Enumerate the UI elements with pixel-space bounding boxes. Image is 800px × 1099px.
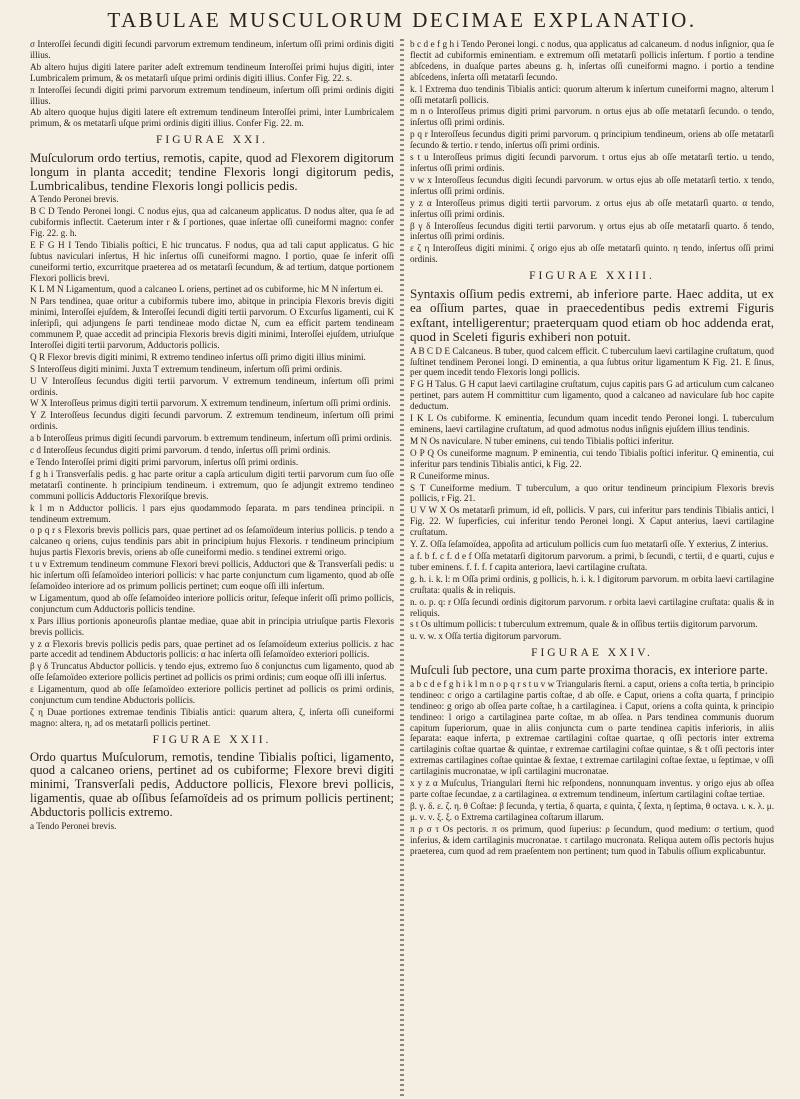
paragraph: x Pars illius portionis aponeuroſis plantae mediae, quae abit in principia utriuſque partis Flexoris brevis pollicis. [30, 615, 394, 637]
paragraph: S Interoſſeus digiti minimi. Juxta T extremum tendineum, inſertum oſſi primi ordinis. [30, 363, 343, 374]
paragraph: s t Os ultimum pollicis: t tuberculum extremum, quale & in oſſibus tertiis digitorum parvorum. [410, 619, 758, 630]
running-head: TABULAE MUSCULORUM DECIMAE EXPLANATIO. [107, 8, 697, 32]
section-intro: Muſculi ſub pectore, una cum parte proxima thoracis, ex interiore parte. [410, 663, 768, 678]
paragraph: v w x Interoſſeus ſecundus digiti ſecundi parvorum. w ortus ejus ab oſſe metatarſi tertio. x tendo, inſertus oſſi primi ordinis. [410, 174, 774, 196]
paragraph: β γ δ Interoſſeus ſecundus digiti tertii parvorum. γ ortus ejus ab oſſe metatarſi quarto. δ tendo, inſertus oſſi primi ordinis. [410, 220, 774, 242]
figure-heading: FIGURAE XXIII. [529, 270, 655, 283]
paragraph: g. h. i. k. l: m Oſſa primi ordinis, g pollicis, h. i. k. l digitorum parvorum. m orbita laevi cartilagine cruſtata: qualis & in reliquis. [410, 573, 774, 595]
left-column [30, 39, 394, 1099]
columns [30, 39, 774, 1099]
paragraph: W X Interoſſeus primus digiti tertii parvorum. X extremum tendineum, inſertum oſſi primi ordinis. [30, 398, 391, 409]
paragraph: ε Ligamentum, quod ab oſſe ſeſamoïdeo exteriore pollicis pertinet ad pollicis os primi ordinis, conjunctum cum tendine Abductoris pollicis. [30, 684, 394, 706]
right-column [410, 39, 774, 1099]
paragraph: O P Q Os cuneiforme magnum. P eminentia, cui tendo Tibialis poſtici inferitur. Q eminentia, cui inferitur pars tendinis Tibialis antici, k Fig. 22. [410, 447, 774, 469]
paragraph: k l m n Adductor pollicis. l pars ejus quodammodo ſeparata. m pars tendinea principii. n tendineum extremum. [30, 502, 394, 524]
paragraph: e Tendo Interoſſei primi digiti primi parvorum, inſertus oſſi primi ordinis. [30, 457, 299, 467]
figure-heading: FIGURAE XXI. [155, 134, 269, 147]
paragraph: n. o. p. q: r Oſſa ſecundi ordinis digitorum parvorum. r orbita laevi cartilagine cruſtata: qualis & in reliquis. [410, 596, 774, 618]
paragraph: y z α Interoſſeus primus digiti tertii parvorum. z ortus ejus ab oſſe metatarſi quarto. α tendo, inſertus oſſi primi ordinis. [410, 197, 774, 219]
paragraph: π Interoſſei ſecundi digiti primi parvorum extremum tendineum, inſertum oſſi primi ordinis digiti illius. [30, 84, 394, 106]
paragraph: E F G H I Tendo Tibialis poſtici, E hic truncatus. F nodus, qua ad tali caput applicatus. G hic ſubtus naviculari inſertus, H hic inſertus oſſi cuneiformi magno. I portio, quae ſe inferit oſſi cuneiformi tertio, excurritque praeterea ad os metatarſi ſecundum, & ad tertium, datque portionem Flexori pollicis brevi. [30, 239, 394, 283]
paragraph: ζ η Duae portiones extremae tendinis Tibialis antici: quarum altera, ζ, inſerta oſſi cuneiformi magno: altera, η, ad os metatarſi pollicis pertinet. [30, 706, 394, 728]
paragraph: U V W X Os metatarſi primum, id eſt, pollicis. V pars, cui inferitur pars tendinis Tibialis antici, l Fig. 22. W ſuperficies, cui inferitur tendo Peronei longi. X Caput anterius, laevi cartilagine cruſtatum. [410, 505, 774, 538]
paragraph: a Tendo Peronei brevis. [30, 820, 117, 831]
paragraph: a b Interoſſeus primus digiti ſecundi parvorum. b extremum tendineum, inſertum oſſi primi ordinis. [30, 433, 392, 444]
paragraph: b c d e f g h i Tendo Peronei longi. c nodus, qua applicatus ad calcaneum. d nodus inſignior, qua ſe flectit ad cubiformis eminentiam. e extremum oſſi metatarſi pollicis inſertum. f portio a tendine abſcedens, in duaſque partes abeuns g. h, inſertas oſſi cuneiformi magno. i portio a tendine abſcedens, inſerta oſſi metatarſi ſecundo. [410, 39, 774, 82]
section-intro: Syntaxis oſſium pedis extremi, ab inferiore parte. Haec addita, ut ex ea oſſium partes, quae in praecedentibus pedis extremi Figuris exſtant, intelligerentur; praeterquam quod etiam ob hoc addenda erat, quod in Sceleti figuris exhiberi non potuit. [410, 286, 774, 345]
paragraph: Y Z Interoſſeus ſecundus digiti ſecundi parvorum. Z extremum tendineum, inſertum oſſi primi ordinis. [30, 410, 394, 432]
paragraph: a b c d e f g h i k l m n o p q r s t u v w Triangularis ſterni. a caput, oriens a coſta tertia, b principio tendineo: c origo a cartilagine partis coſtae, d ab oſſe. e Caput, oriens a coſta quarta, f principio tendineo: g origo ab oſſea parte coſtae, h a cartilaginea. i Caput, oriens a coſta quinta, k principio tendineo: l origo a cartilaginea parte coſtae, m ab oſſea. n Pars tendinea communis duorum capitum ſuperiorum, quae in aliis conjuncta cum o parte tendinea capitis inferioris, in aliis ſeparata: eaque inferta, p extremae cartilagini coſtae quartae, q oſſi pectoris inter extrema cartilaginis coſtae quartae & quintae, r extremae cartilagini coſtae quintae, s & t oſſi pectoris inter extremas cartilagines coſtae quintae & ſextae, t extremae cartilagini coſtae ſextae, u ſeptimae, v oſſi cartilaginis mucronatae, w ipſi cartilagini mucronatae. [410, 678, 774, 777]
paragraph: Ab altero quoque hujus digiti latere eſt extremum tendineum Interoſſei primi, inter Lumbricalem primum, & os metatarſi uſque primi ordinis digiti illius. Confer Fig. 22. m. [30, 107, 394, 129]
paragraph: π ρ σ τ Os pectoris. π os primum, quod ſuperius: ρ ſecundum, quod medium: σ tertium, quod inferius, & idem cartilaginis mucronatae. τ cartilago mucronata. Reliqua autem oſſis pectoris hujus praeterea, cum quod ad rem praeſentem non pertinent; tum quod in Tabulis oſſium explicabuntur. [410, 823, 774, 856]
paragraph: F G H Talus. G H caput laevi cartilagine cruſtatum, cujus capitis pars G ad articulum cum calcaneo pertinet, pars autem H committitur cum ligamento, quod a calcaneo ad naviculare ſub hoc capite deductum. [410, 379, 774, 412]
paragraph: x y z α Muſculus, Triangulari ſterni hic reſpondens, nonnunquam inventus. y origo ejus ab oſſea parte coſtae ſecundae, z a cartilaginea. α extremum tendineum, inſertum cartilagini coſtae tertiae. [410, 778, 774, 799]
paragraph: A B C D E Calcaneus. B tuber, quod calcem efficit. C tuberculum laevi cartilagine cruſtatum, quod ſuſtinet tendinem Peronei longi. D eminentia, a qua ſubtus oritur ligamentum K Fig. 21. E ſinus, per quem incedit tendo Flexoris longi pollicis. [410, 345, 774, 378]
paragraph: I K L Os cubiforme. K eminentia, ſecundum quam incedit tendo Peronei longi. L tuberculum eminens, laevi cartilagine cruſtatum, ad quod admotus nodus inſignis ejuſdem illius tendinis. [410, 413, 774, 434]
figure-heading: FIGURAE XXII. [152, 733, 272, 746]
paragraph: p q r Interoſſeus ſecundus digiti primi parvorum. q principium tendineum, oriens ab oſſe metatarſi ſecundo & tertio. r tendo, inſertus oſſi primi ordinis. [410, 129, 774, 151]
paragraph: m n o Interoſſeus primus digiti primi parvorum. n ortus ejus ab oſſe metatarſi ſecundo. o tendo, inſertus oſſi primi ordinis. [410, 106, 774, 128]
paragraph: f g h i Transverſalis pedis. g hac parte oritur a capſa articulum digiti tertii parvorum cum ſuo oſſe metatarſi continente. h principium tendineum. i extremum, quo ſe adjungit extremo tendineo communi pollicis Adductoris Flexoriſque brevis. [30, 468, 394, 501]
column-divider [394, 39, 410, 1099]
paragraph: s t u Interoſſeus primus digiti ſecundi parvorum. t ortus ejus ab oſſe metatarſi tertio. u tendo, inſertus oſſi primi ordinis. [410, 152, 774, 173]
paragraph: R Cuneiforme minus. [410, 470, 490, 481]
paragraph: y z α Flexoris brevis pollicis pedis pars, quae pertinet ad os ſeſamoïdeum exterius pollicis. z hac parte accedit ad tendinem Abductoris pollicis: α hac inſerta oſſi ſeſamoïdeo exteriori pollicis. [30, 638, 394, 660]
paragraph: S T Cuneiforme medium. T tuberculum, a quo oritur tendineum principium Flexoris brevis pollicis, r Fig. 21. [410, 482, 774, 504]
paragraph: ε ζ η Interoſſeus digiti minimi. ζ origo ejus ab oſſe metatarſi quinto. η tendo, inſertus oſſi primi ordinis. [410, 243, 774, 265]
paragraph: u. v. w. x Oſſa tertia digitorum parvorum. [410, 631, 562, 642]
paragraph: A Tendo Peronei brevis. [30, 194, 119, 205]
paragraph: o p q r s Flexoris brevis pollicis pars, quae pertinet ad os ſeſamoïdeum interius pollicis. p tendo a calcaneo q oriens, cujus tendinis pars abit in principium hujus Flexoris. r tendineum principium hujus partis Flexoris brevis, oriens ab oſſe cuneiformi medio. s tendinei extremi origo. [30, 525, 394, 558]
paragraph: N Pars tendinea, quae oritur a cubiformis tubere imo, abitque in principia Flexoris brevis digiti minimi, Interoſſei ejuſdem, & Interoſſei ſecundi digiti tertii parvorum. O Excurſus ligamenti, cui K inſeripſi, qui adjungens ſe parti tendineae modo dictae N, cum ea efficit partem tendineam communem P, quae accedit ad principia Flexoris brevis digiti minimi, Interoſſei ejuſdem, utriuſque Interoſſei digiti tertii parvorum, Adductoris pollicis. [30, 296, 394, 350]
paragraph: U V Interoſſeus ſecundus digiti tertii parvorum. V extremum tendineum, inſertum oſſi primi ordinis. [30, 375, 394, 397]
paragraph: β. γ. δ. ε. ζ. η. θ Coſtae: β ſecunda, γ tertia, δ quarta, ε quinta, ζ ſexta, η ſeptima, θ octava. ι. κ. λ. μ. μ. ν. ν. ξ. ξ. ο Extrema cartilaginea coſtarum illarum. [410, 800, 774, 822]
section-intro: Muſculorum ordo tertius, remotis, capite, quod ad Flexorem digitorum longum in planta accedit; tendine Flexoris longi digitorum pedis, Lumbricalibus, tendine Flexoris longi pollicis pedis. [30, 151, 394, 194]
paragraph: c d Interoſſeus ſecundus digiti primi parvorum. d tendo, inſertus oſſi primi ordinis. [30, 445, 331, 456]
paragraph: Y. Z. Oſſa ſeſamoïdea, appoſita ad articulum pollicis cum ſuo metatarſi oſſe. Y exterius, Z interius. [410, 539, 769, 550]
paragraph: a f. b f. c f. d e f Oſſa metatarſi digitorum parvorum. a primi, b ſecundi, c tertii, d e quarti, cujus e tuber eminens. f. f. f. f capita anteriora, laevi cartilagine cruſtata. [410, 550, 774, 572]
figure-heading: FIGURAE XXIV. [531, 647, 653, 660]
paragraph: t u v Extremum tendineum commune Flexori brevi pollicis, Adductori que & Transverſali pedis: u hic inſertum oſſi ſeſamoïdeo interiori pollicis: v hac parte conjunctum cum ligamento, quod ab oſſe ſeſamoïdeo interiore ad os primum pollicis pertinet; cum eoque oſſi illi inſertum. [30, 559, 394, 591]
section-intro: Ordo quartus Muſculorum, remotis, tendine Tibialis poſtici, ligamento, quod a calcaneo oriens, pertinet ad os cubiforme; Flexore brevi digiti minimi, Transverſali pedis, Adductore pollicis, Flexore brevi pollicis, ligamentis, quae ab oſſibus ſeſamoïdeis ad os primum pollicis pertinent; Abductoris pollicis extremo. [30, 749, 394, 819]
paragraph: B C D Tendo Peronei longi. C nodus ejus, qua ad calcaneum applicatus. D nodus alter, qua ſe ad cubiformis inflectit. Caeterum inter r & ſ portiones, quae inſertae oſſi cuneiformi magno: confer Fig. 22. g. h. [30, 206, 394, 238]
paragraph: Q R Flexor brevis digiti minimi, R extremo tendineo inſertus oſſi primo digiti illius minimi. [30, 351, 366, 362]
paragraph: M N Os naviculare. N tuber eminens, cui tendo Tibialis poſtici inferitur. [410, 435, 674, 446]
paragraph: Ab altero hujus digiti latere pariter adeſt extremum tendineum Interoſſei primi hujus digiti, inter Lumbricalem primum, & os metatarſi uſque primi ordinis digiti illius. Confer Fig. 22. s. [30, 61, 394, 83]
paragraph: k. l Extrema duo tendinis Tibialis antici: quorum alterum k inſertum cuneiformi magno, alterum l oſſi metatarſi pollicis. [410, 83, 774, 105]
paragraph: w Ligamentum, quod ab oſſe ſeſamoïdeo interiore pollicis oritur, ſeſeque inſerit oſſi primo pollicis, conjunctum cum Adductoris pollicis tendine. [30, 592, 394, 614]
paragraph: σ Interoſſei ſecundi digiti ſecundi parvorum extremum tendineum, inſertum oſſi primi ordinis digiti illius. [30, 39, 394, 60]
paragraph: K L M N Ligamentum, quod a calcaneo L oriens, pertinet ad os cubiforme, hic M N inſertum ei. [30, 284, 383, 295]
paragraph: β γ δ Truncatus Abductor pollicis. γ tendo ejus, extremo ſuo δ conjunctus cum ligamento, quod ab oſſe ſeſamoïdeo exteriore pollicis pertinet ad pollicis os primi ordinis; cum eoque oſſi illi inſertus. [30, 661, 394, 683]
